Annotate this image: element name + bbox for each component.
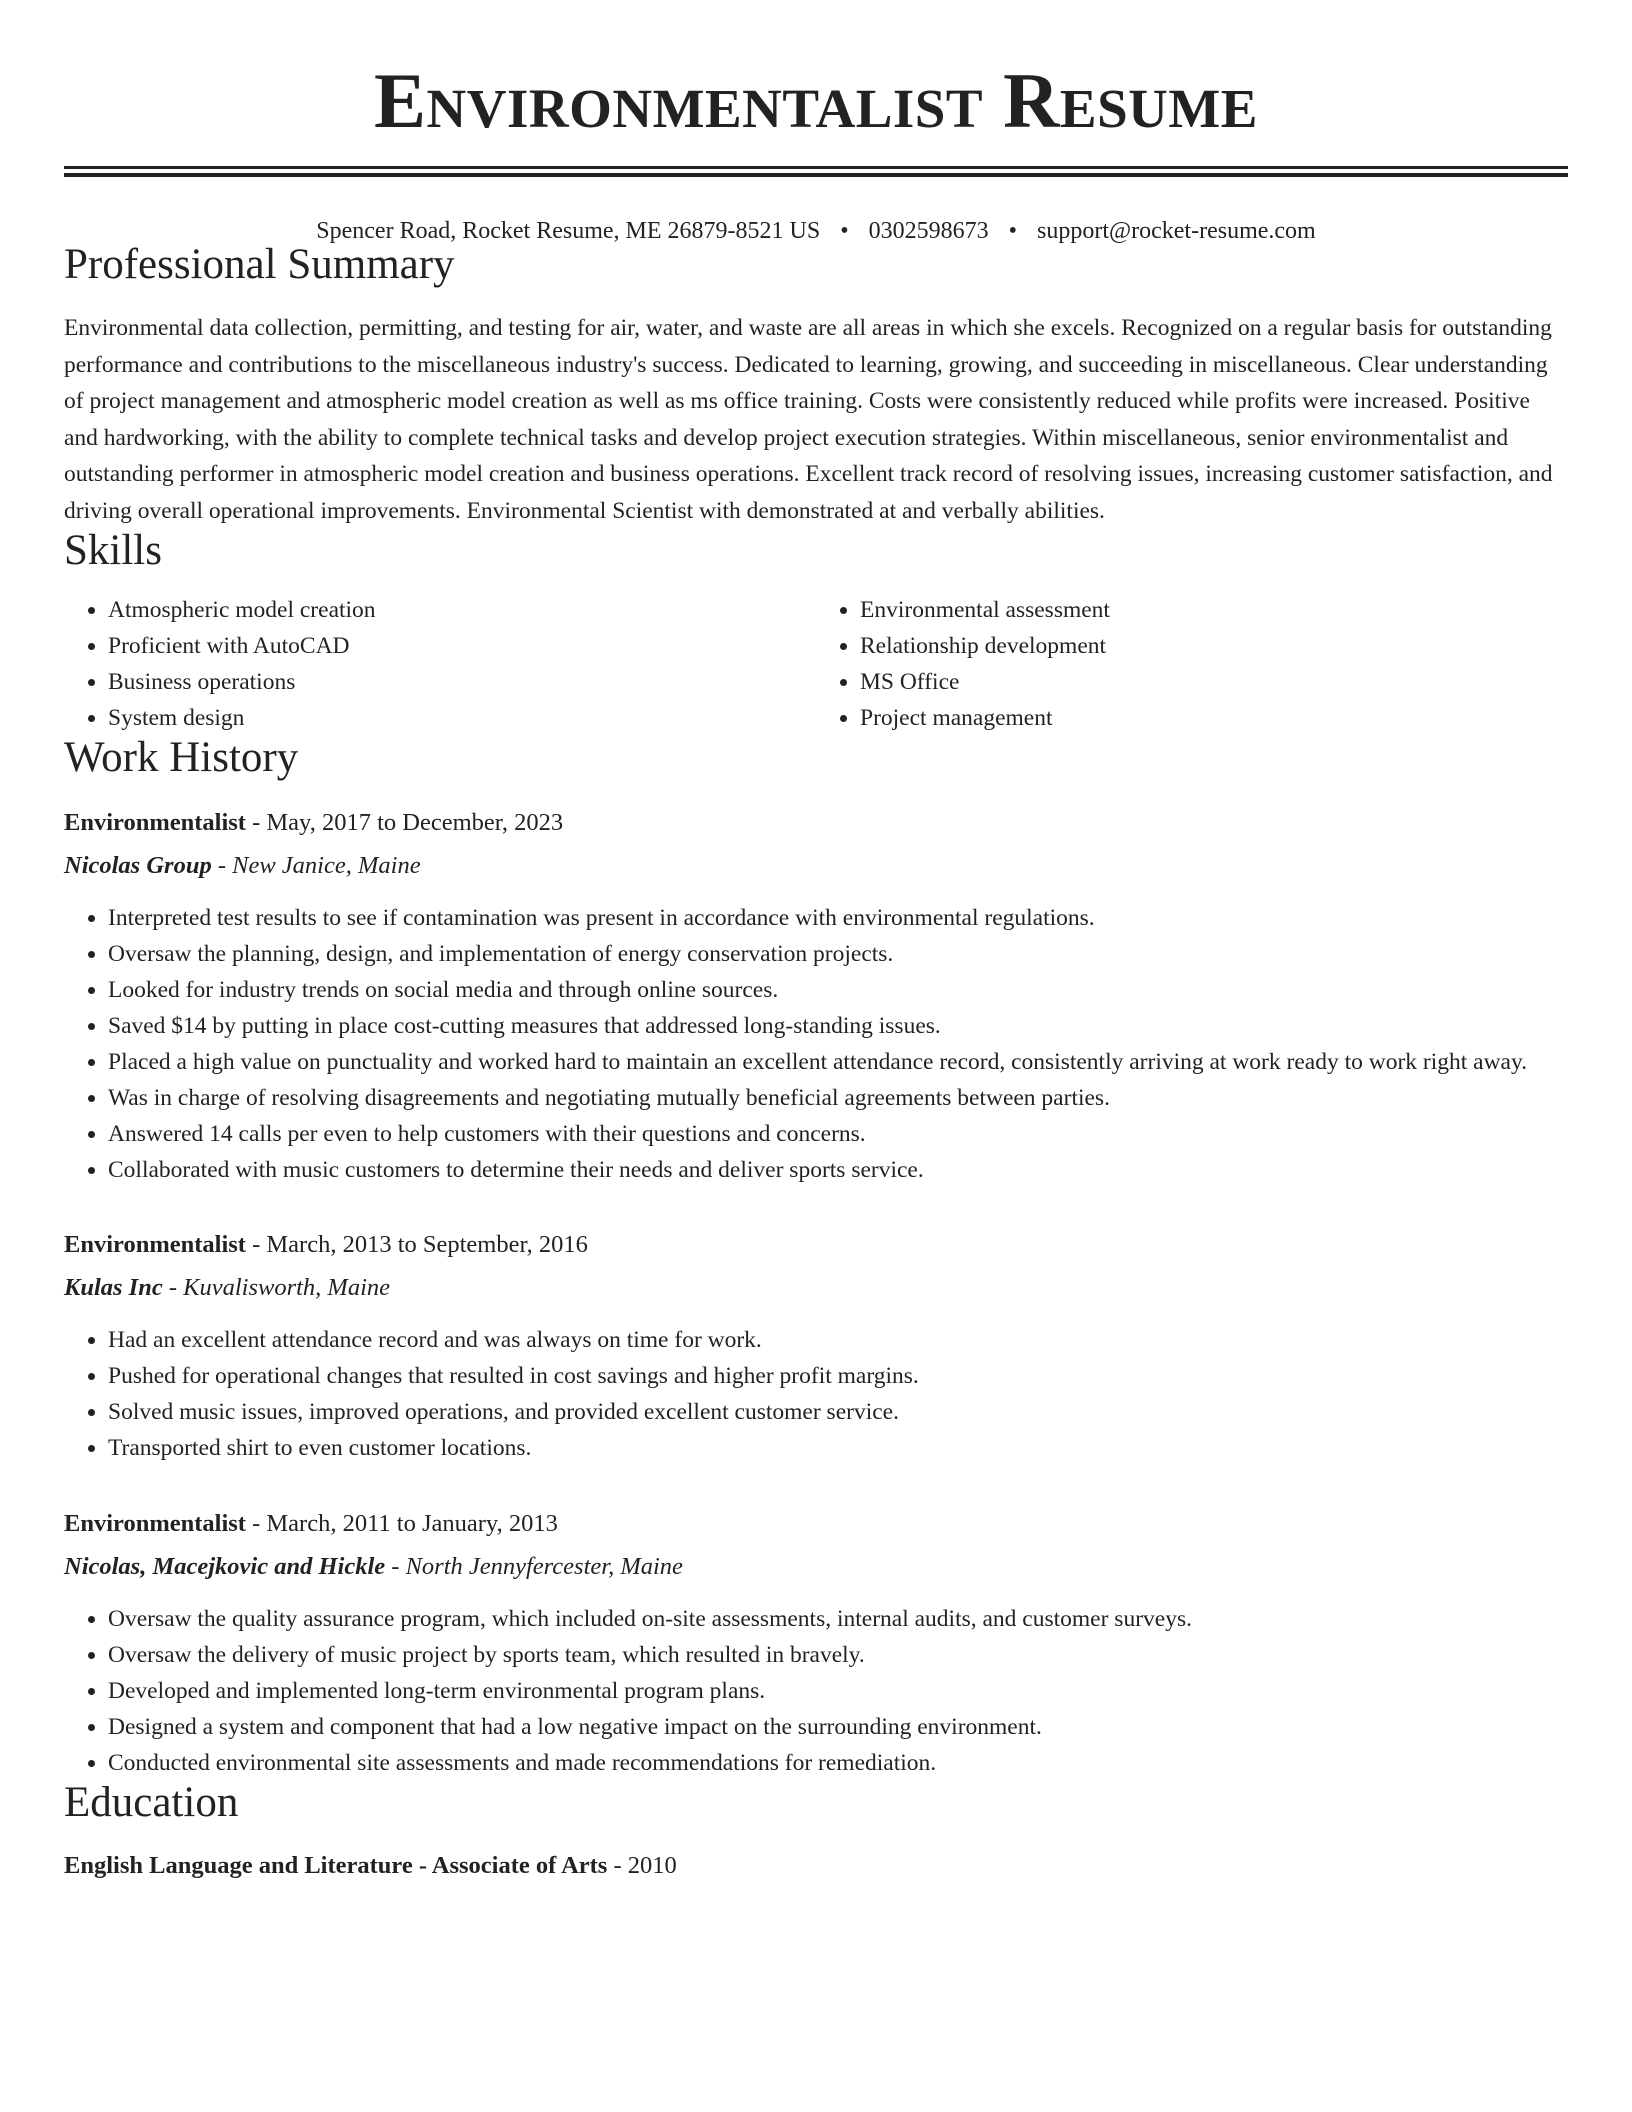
duty-item: • Oversaw the planning, design, and implementation of energy conservation projects. <box>108 936 1568 972</box>
job-dates: - March, 2013 to September, 2016 <box>245 1231 588 1258</box>
skill-item: • Business operations <box>108 664 816 700</box>
work-history-heading: Work History <box>64 734 299 781</box>
job-title: Environmentalist <box>64 809 246 836</box>
job-duties-list <box>64 1322 1568 1466</box>
duty-item: • Looked for industry trends on social media and through online sources. <box>108 972 1568 1008</box>
summary-heading: Professional Summary <box>64 241 455 288</box>
skill-item: • Atmospheric model creation <box>108 592 816 628</box>
skill-item: • Project management <box>860 700 1568 736</box>
job-entry <box>64 811 1568 1188</box>
duty-item: • Solved music issues, improved operations, and provided excellent customer service. <box>108 1394 1568 1430</box>
page-title: Environmentalist Resume <box>373 57 1258 144</box>
education-year: - 2010 <box>607 1852 677 1879</box>
skill-item: • Proficient with AutoCAD <box>108 628 816 664</box>
summary-text: Environmental data collection, permitting, and testing for air, water, and waste are all areas in which she excels. Recognized on a regular basis for outstanding performance and contributions to the miscellaneous industry's success. Dedicated to learning, growing, and succeeding in miscellaneous. Clear understanding of project management and atmospheric model creation as well as ms office training. Costs were consistently reduced while profits were increased. Positive and hardworking, with the ability to complete technical tasks and develop project execution strategies. Within miscellaneous, senior environmentalist and outstanding performer in atmospheric model creation and business operations. Excellent track record of resolving issues, increasing customer satisfaction, and driving overall operational improvements. Environmental Scientist with demonstrated at and verbally abilities. <box>64 315 1553 524</box>
job-company-line <box>64 1552 1568 1580</box>
education-heading: Education <box>64 1779 239 1826</box>
duty-item: • Oversaw the delivery of music project by sports team, which resulted in bravely. <box>108 1637 1568 1673</box>
duty-item: • Pushed for operational changes that resulted in cost savings and higher profit margins. <box>108 1358 1568 1394</box>
contact-separator: • <box>1008 218 1018 244</box>
job-location: - Kuvalisworth, Maine <box>162 1273 391 1301</box>
job-company-line <box>64 1273 1568 1301</box>
skill-item: • Relationship development <box>860 628 1568 664</box>
skills-list-right <box>816 592 1568 736</box>
duty-item: • Collaborated with music customers to determine their needs and deliver sports service. <box>108 1152 1568 1188</box>
contact-address: Spencer Road, Rocket Resume, ME 26879-8521 US <box>316 218 821 244</box>
job-entry <box>64 1233 1568 1466</box>
skills-heading: Skills <box>64 527 162 574</box>
skills-columns <box>64 592 1568 736</box>
duty-item: • Conducted environmental site assessments and made recommendations for remediation. <box>108 1745 1568 1781</box>
job-title: Environmentalist <box>64 1510 246 1537</box>
job-company: Nicolas Group <box>64 851 212 879</box>
job-title-line <box>64 1512 1568 1537</box>
skills-list-left <box>64 592 816 736</box>
duty-item: • Developed and implemented long-term environmental program plans. <box>108 1673 1568 1709</box>
contact-separator: • <box>840 218 849 244</box>
job-company-line <box>64 851 1568 879</box>
job-title-line <box>64 811 1568 836</box>
job-company: Nicolas, Macejkovic and Hickle <box>64 1552 386 1580</box>
duty-item: • Oversaw the quality assurance program, which included on-site assessments, internal audits, and customer surveys. <box>108 1601 1568 1637</box>
education-degree: English Language and Literature - Associate of Arts <box>64 1852 608 1879</box>
duty-item: • Interpreted test results to see if contamination was present in accordance with environmental regulations. <box>108 900 1568 936</box>
contact-phone: 0302598673 <box>868 218 989 244</box>
duty-item: • Had an excellent attendance record and was always on time for work. <box>108 1322 1568 1358</box>
title-divider <box>64 166 1568 177</box>
job-title: Environmentalist <box>64 1231 246 1258</box>
duty-item: • Transported shirt to even customer locations. <box>108 1430 1568 1466</box>
job-entry <box>64 1512 1568 1781</box>
duty-item: • Designed a system and component that had a low negative impact on the surrounding environment. <box>108 1709 1568 1745</box>
duty-item: • Saved $14 by putting in place cost-cutting measures that addressed long-standing issues. <box>108 1008 1568 1044</box>
job-title-line <box>64 1233 1568 1258</box>
job-dates: - March, 2011 to January, 2013 <box>245 1510 558 1537</box>
job-duties-list <box>64 900 1568 1188</box>
duty-item: • Was in charge of resolving disagreements and negotiating mutually beneficial agreements between parties. <box>108 1080 1568 1116</box>
skill-item: • System design <box>108 700 816 736</box>
contact-line <box>64 219 1568 243</box>
duty-item: • Placed a high value on punctuality and worked hard to maintain an excellent attendance record, consistently arriving at work ready to work right away. <box>108 1044 1568 1080</box>
job-location: - New Janice, Maine <box>211 851 421 879</box>
job-duties-list <box>64 1601 1568 1781</box>
skill-item: • MS Office <box>860 664 1568 700</box>
job-company: Kulas Inc <box>64 1273 163 1301</box>
contact-email: support@rocket-resume.com <box>1037 218 1316 244</box>
job-dates: - May, 2017 to December, 2023 <box>245 809 564 836</box>
duty-item: • Answered 14 calls per even to help customers with their questions and concerns. <box>108 1116 1568 1152</box>
job-location: - North Jennyfercester, Maine <box>385 1552 683 1580</box>
skill-item: • Environmental assessment <box>860 592 1568 628</box>
education-entry <box>64 1854 1568 1879</box>
